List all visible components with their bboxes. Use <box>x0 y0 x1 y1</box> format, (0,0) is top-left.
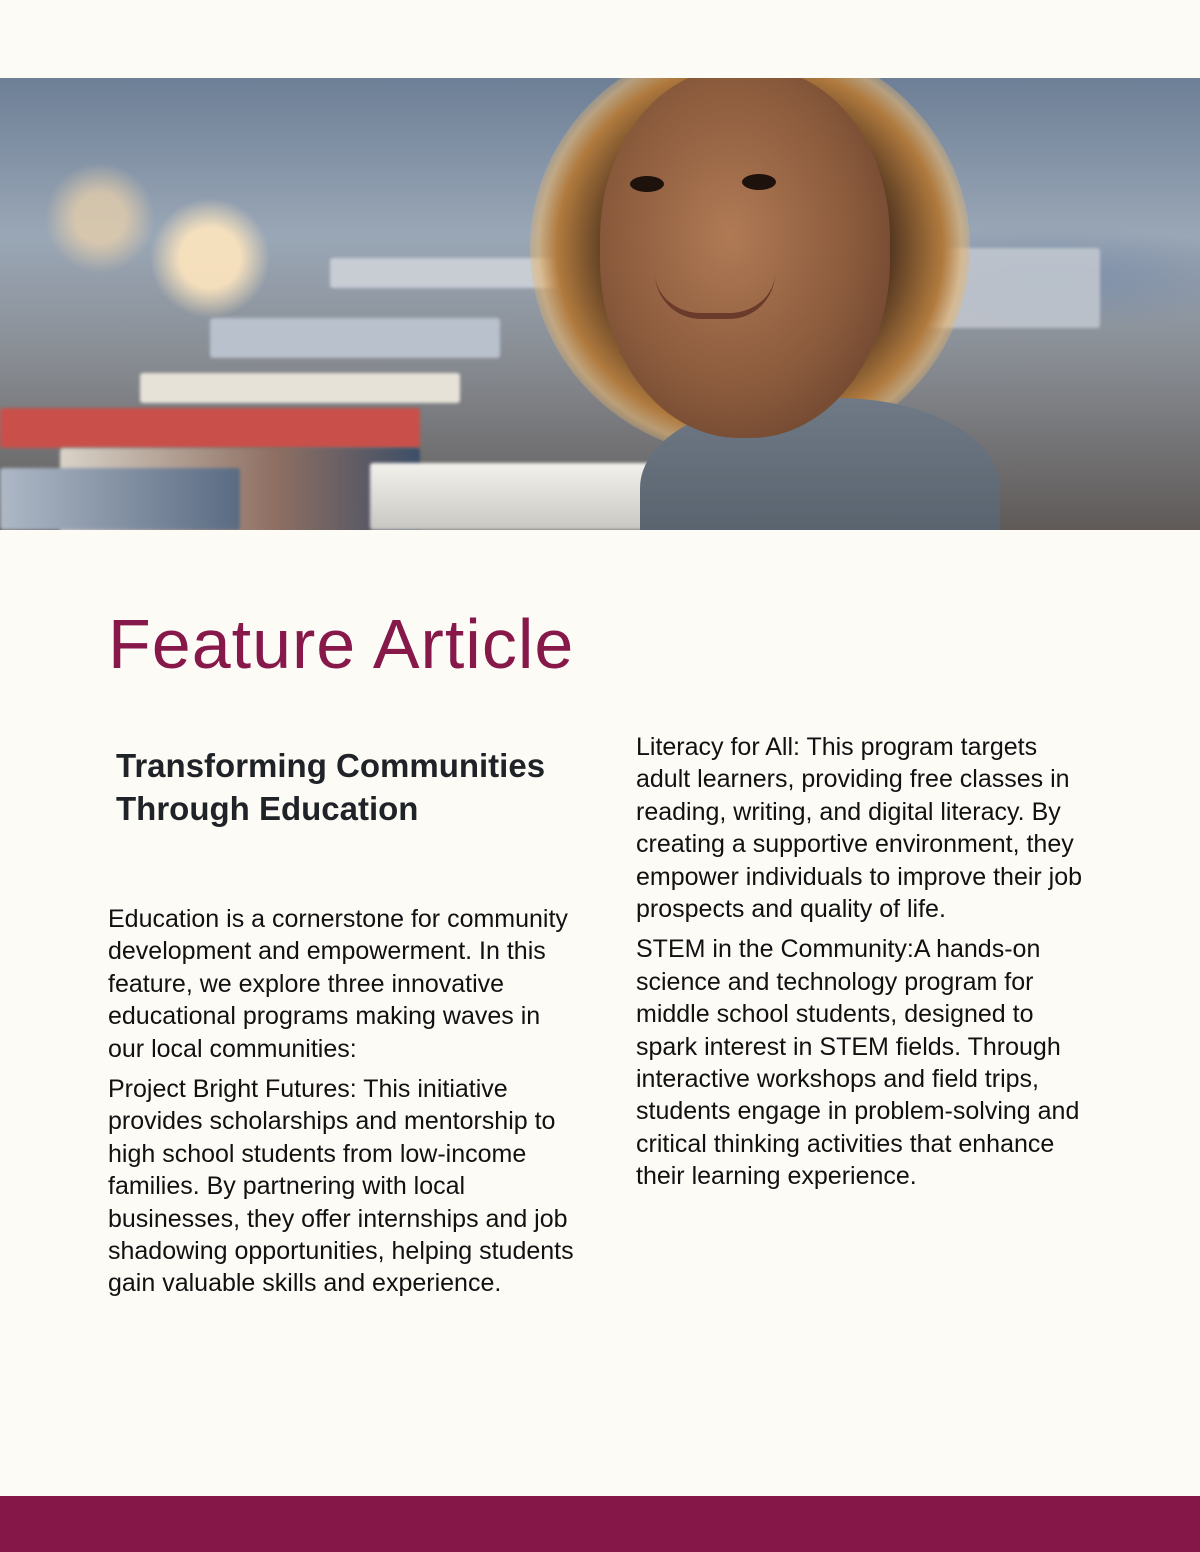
footer-bar <box>0 1496 1200 1552</box>
hero-photo-child-with-books <box>0 78 1200 530</box>
left-column <box>108 903 578 1308</box>
eye <box>742 174 776 190</box>
face <box>600 78 890 438</box>
book <box>0 468 240 530</box>
page-title: Feature Article <box>108 605 575 683</box>
book <box>0 408 420 448</box>
eye <box>630 176 664 192</box>
intro-paragraph: Education is a cornerstone for community development and empowerment. In this feature, we explore three innovative educational programs making waves in our local communities: <box>108 905 568 1063</box>
book <box>140 373 460 403</box>
program-paragraph: Project Bright Futures: This initiative provides scholarships and mentorship to high school students from low-income families. By partnering with local businesses, they offer internships and job shadowing opportunities, helping students gain valuable skills and experience. <box>108 1075 574 1298</box>
article-subheading: Transforming Communities Through Education <box>116 747 546 827</box>
program-paragraph: STEM in the Community:A hands-on science and technology program for middle school students, designed to spark interest in STEM fields. Through interactive workshops and field trips, students engage in problem-solving and critical thinking activities that enhance their learning experience. <box>636 935 1080 1191</box>
program-paragraph: Literacy for All: This program targets adult learners, providing free classes in reading, writing, and digital literacy. By creating a supportive environment, they empower individuals to improve their job prospects and quality of life. <box>636 733 1083 924</box>
book <box>210 318 500 358</box>
right-column <box>636 731 1088 1201</box>
